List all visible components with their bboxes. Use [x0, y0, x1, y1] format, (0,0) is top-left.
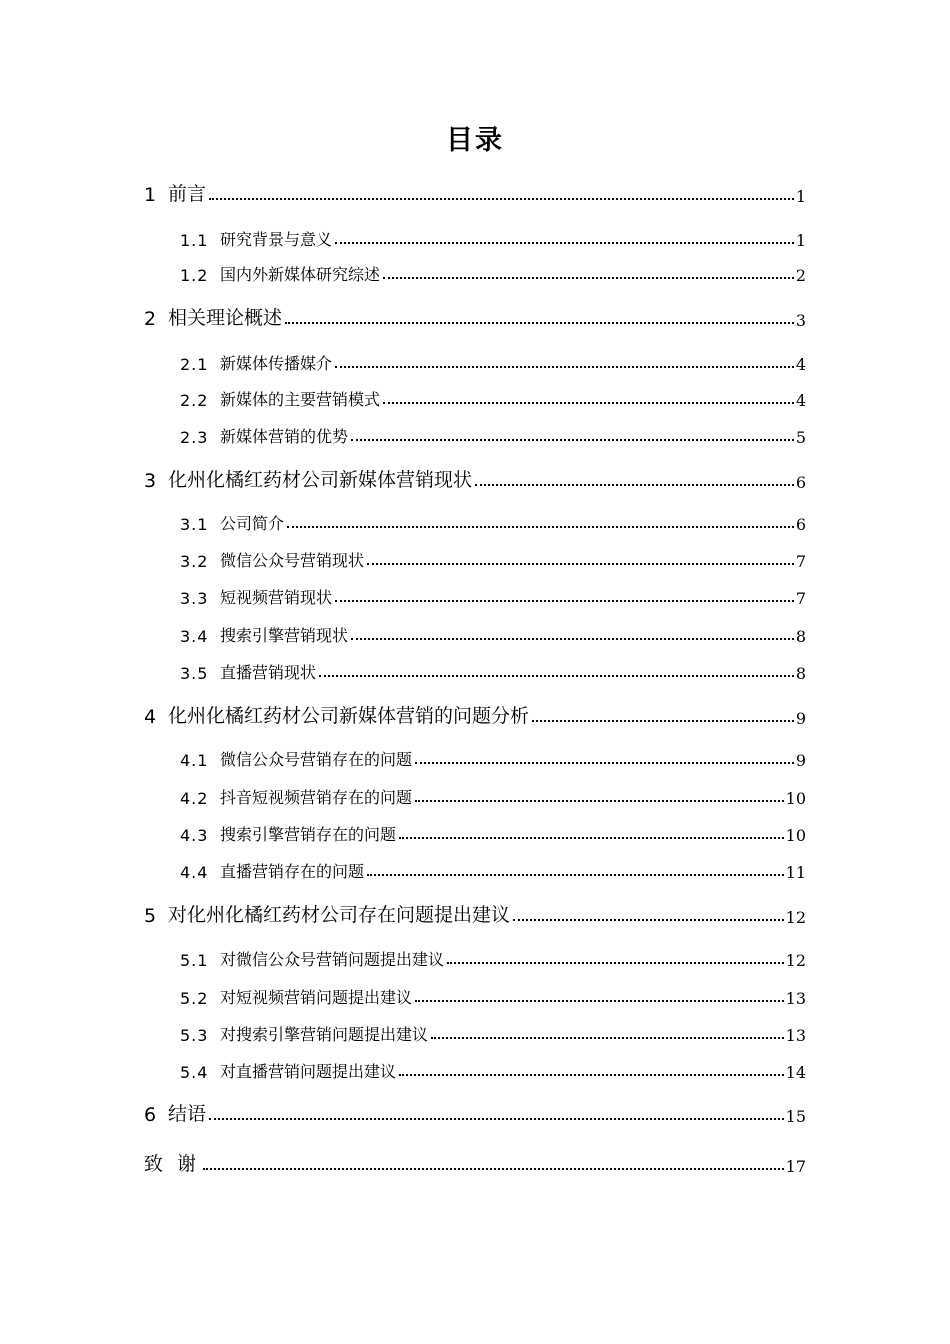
toc-entry-title: 短视频营销现状 [220, 588, 333, 607]
toc-dot-leader [209, 198, 794, 200]
toc-entry-title: 微信公众号营销存在的问题 [220, 750, 413, 769]
toc-entry-title: 化州化橘红药材公司新媒体营销的问题分析 [168, 705, 530, 727]
toc-entry-title: 对微信公众号营销问题提出建议 [220, 950, 445, 969]
toc-entry-page-number: 11 [785, 863, 806, 882]
toc-dot-leader [415, 800, 784, 802]
toc-dot-leader [351, 638, 794, 640]
toc-entry-page-number: 1 [795, 187, 806, 206]
toc-dot-leader [203, 1168, 784, 1170]
toc-entry-page-number: 2 [795, 266, 806, 285]
toc-entry-section[interactable] [180, 582, 806, 608]
toc-entry-number: 3.5 [180, 664, 209, 683]
toc-dot-leader [399, 837, 784, 839]
toc-entry-section[interactable] [180, 620, 806, 646]
toc-entry-number: 3.2 [180, 552, 209, 571]
toc-dot-leader [415, 1000, 784, 1002]
toc-entry-page-number: 14 [785, 1063, 806, 1082]
toc-entry-page-number: 1 [795, 231, 806, 250]
toc-dot-leader [367, 563, 794, 565]
toc-entry-section[interactable] [180, 782, 806, 808]
toc-entry-number: 5.2 [180, 989, 209, 1008]
toc-title: 目录 [446, 125, 504, 156]
toc-entry-title: 致 谢 [144, 1153, 201, 1175]
toc-entry-section[interactable] [180, 421, 806, 447]
toc-entry-section[interactable] [180, 744, 806, 770]
toc-dot-leader [285, 322, 794, 324]
toc-dot-leader [351, 439, 794, 441]
toc-dot-leader [209, 1118, 784, 1120]
toc-entry-section[interactable] [180, 508, 806, 534]
toc-entry-page-number: 7 [795, 552, 806, 571]
toc-entry-page-number: 8 [795, 627, 806, 646]
toc-entry-number: 2.1 [180, 355, 209, 374]
toc-entry-chapter[interactable] [144, 901, 806, 927]
toc-entry-section[interactable] [180, 944, 806, 970]
toc-dot-leader [447, 962, 784, 964]
toc-entry-number: 3.4 [180, 627, 209, 646]
toc-entry-title: 直播营销存在的问题 [220, 862, 365, 881]
toc-entry-title: 相关理论概述 [168, 307, 283, 329]
toc-entry-title: 国内外新媒体研究综述 [220, 265, 381, 284]
toc-entry-page-number: 4 [795, 355, 806, 374]
toc-entry-title: 直播营销现状 [220, 663, 317, 682]
toc-entry-page-number: 9 [795, 751, 806, 770]
toc-entry-chapter[interactable] [144, 702, 806, 728]
toc-dot-leader [319, 675, 794, 677]
toc-entry-number: 4.4 [180, 863, 209, 882]
toc-dot-leader [431, 1037, 784, 1039]
toc-entry-number: 4.2 [180, 789, 209, 808]
toc-entry-number: 4 [144, 706, 157, 728]
toc-entry-title: 搜索引擎营销现状 [220, 626, 349, 645]
toc-entry-page-number: 6 [795, 473, 806, 492]
toc-dot-leader [335, 242, 794, 244]
toc-entry-page-number: 3 [795, 311, 806, 330]
toc-entry-section[interactable] [180, 545, 806, 571]
toc-entry-page-number: 10 [785, 789, 806, 808]
toc-entry-number: 2.3 [180, 428, 209, 447]
toc-entry-page-number: 12 [785, 908, 806, 927]
toc-entry-number: 2.2 [180, 391, 209, 410]
toc-dot-leader [532, 720, 794, 722]
toc-dot-leader [287, 526, 794, 528]
toc-entry-title: 新媒体营销的优势 [220, 427, 349, 446]
toc-entry-page-number: 8 [795, 664, 806, 683]
toc-dot-leader [367, 874, 784, 876]
toc-entry-section[interactable] [180, 224, 806, 250]
toc-dot-leader [475, 484, 794, 486]
toc-entry-section[interactable] [180, 259, 806, 285]
toc-entry-number: 1 [144, 184, 157, 206]
toc-dot-leader [415, 762, 794, 764]
toc-entry-title: 抖音短视频营销存在的问题 [220, 788, 413, 807]
toc-entry-section[interactable] [180, 1019, 806, 1045]
toc-entry-number: 1.2 [180, 266, 209, 285]
toc-entry-page-number: 9 [795, 709, 806, 728]
toc-entry-number: 5.1 [180, 951, 209, 970]
toc-entry-title: 对化州化橘红药材公司存在问题提出建议 [168, 904, 511, 926]
toc-entry-number: 3.1 [180, 515, 209, 534]
toc-entry-title: 结语 [168, 1103, 207, 1125]
toc-entry-title: 新媒体传播媒介 [220, 354, 333, 373]
toc-entry-title: 微信公众号营销现状 [220, 551, 365, 570]
toc-entry-page-number: 12 [785, 951, 806, 970]
toc-dot-leader [383, 402, 794, 404]
toc-dot-leader [513, 919, 784, 921]
toc-entry-page-number: 13 [785, 1026, 806, 1045]
toc-entry-number: 4.1 [180, 751, 209, 770]
toc-entry-title: 公司简介 [220, 514, 285, 533]
toc-entry-page-number: 15 [785, 1107, 806, 1126]
toc-dot-leader [335, 600, 794, 602]
toc-entry-number: 5 [144, 905, 157, 927]
toc-entry-page-number: 10 [785, 826, 806, 845]
toc-entry-title: 研究背景与意义 [220, 230, 333, 249]
toc-entry-chapter[interactable] [144, 466, 806, 492]
toc-dot-leader [383, 277, 794, 279]
toc-entry-number: 3.3 [180, 589, 209, 608]
toc-entry-title: 搜索引擎营销存在的问题 [220, 825, 397, 844]
toc-entry-title: 对直播营销问题提出建议 [220, 1062, 397, 1081]
toc-entry-title: 新媒体的主要营销模式 [220, 390, 381, 409]
toc-entry-page-number: 7 [795, 589, 806, 608]
toc-entry-number: 5.3 [180, 1026, 209, 1045]
toc-entry-number: 2 [144, 308, 157, 330]
toc-dot-leader [335, 366, 794, 368]
toc-entry-section[interactable] [180, 819, 806, 845]
toc-entry-page-number: 6 [795, 515, 806, 534]
toc-dot-leader [399, 1074, 784, 1076]
toc-entry-section[interactable] [180, 657, 806, 683]
toc-entry-title: 化州化橘红药材公司新媒体营销现状 [168, 469, 473, 491]
toc-entry-number: 3 [144, 470, 157, 492]
toc-entry-section[interactable] [180, 1056, 806, 1082]
toc-entry-section[interactable] [180, 856, 806, 882]
toc-entry-section[interactable] [180, 348, 806, 374]
toc-entry-number: 1.1 [180, 231, 209, 250]
toc-entry-page-number: 13 [785, 989, 806, 1008]
toc-entry-title: 前言 [168, 183, 207, 205]
toc-entry-chapter[interactable] [144, 180, 806, 206]
toc-entry-chapter[interactable] [144, 304, 806, 330]
toc-entry-chapter[interactable] [144, 1150, 806, 1176]
toc-entry-section[interactable] [180, 384, 806, 410]
toc-entry-section[interactable] [180, 982, 806, 1008]
toc-entry-chapter[interactable] [144, 1100, 806, 1126]
toc-entry-title: 对短视频营销问题提出建议 [220, 988, 413, 1007]
toc-entry-title: 对搜索引擎营销问题提出建议 [220, 1025, 429, 1044]
toc-entry-page-number: 5 [795, 428, 806, 447]
toc-entry-page-number: 17 [785, 1157, 806, 1176]
toc-entry-number: 6 [144, 1104, 157, 1126]
toc-entry-number: 5.4 [180, 1063, 209, 1082]
toc-entry-number: 4.3 [180, 826, 209, 845]
toc-entry-page-number: 4 [795, 391, 806, 410]
